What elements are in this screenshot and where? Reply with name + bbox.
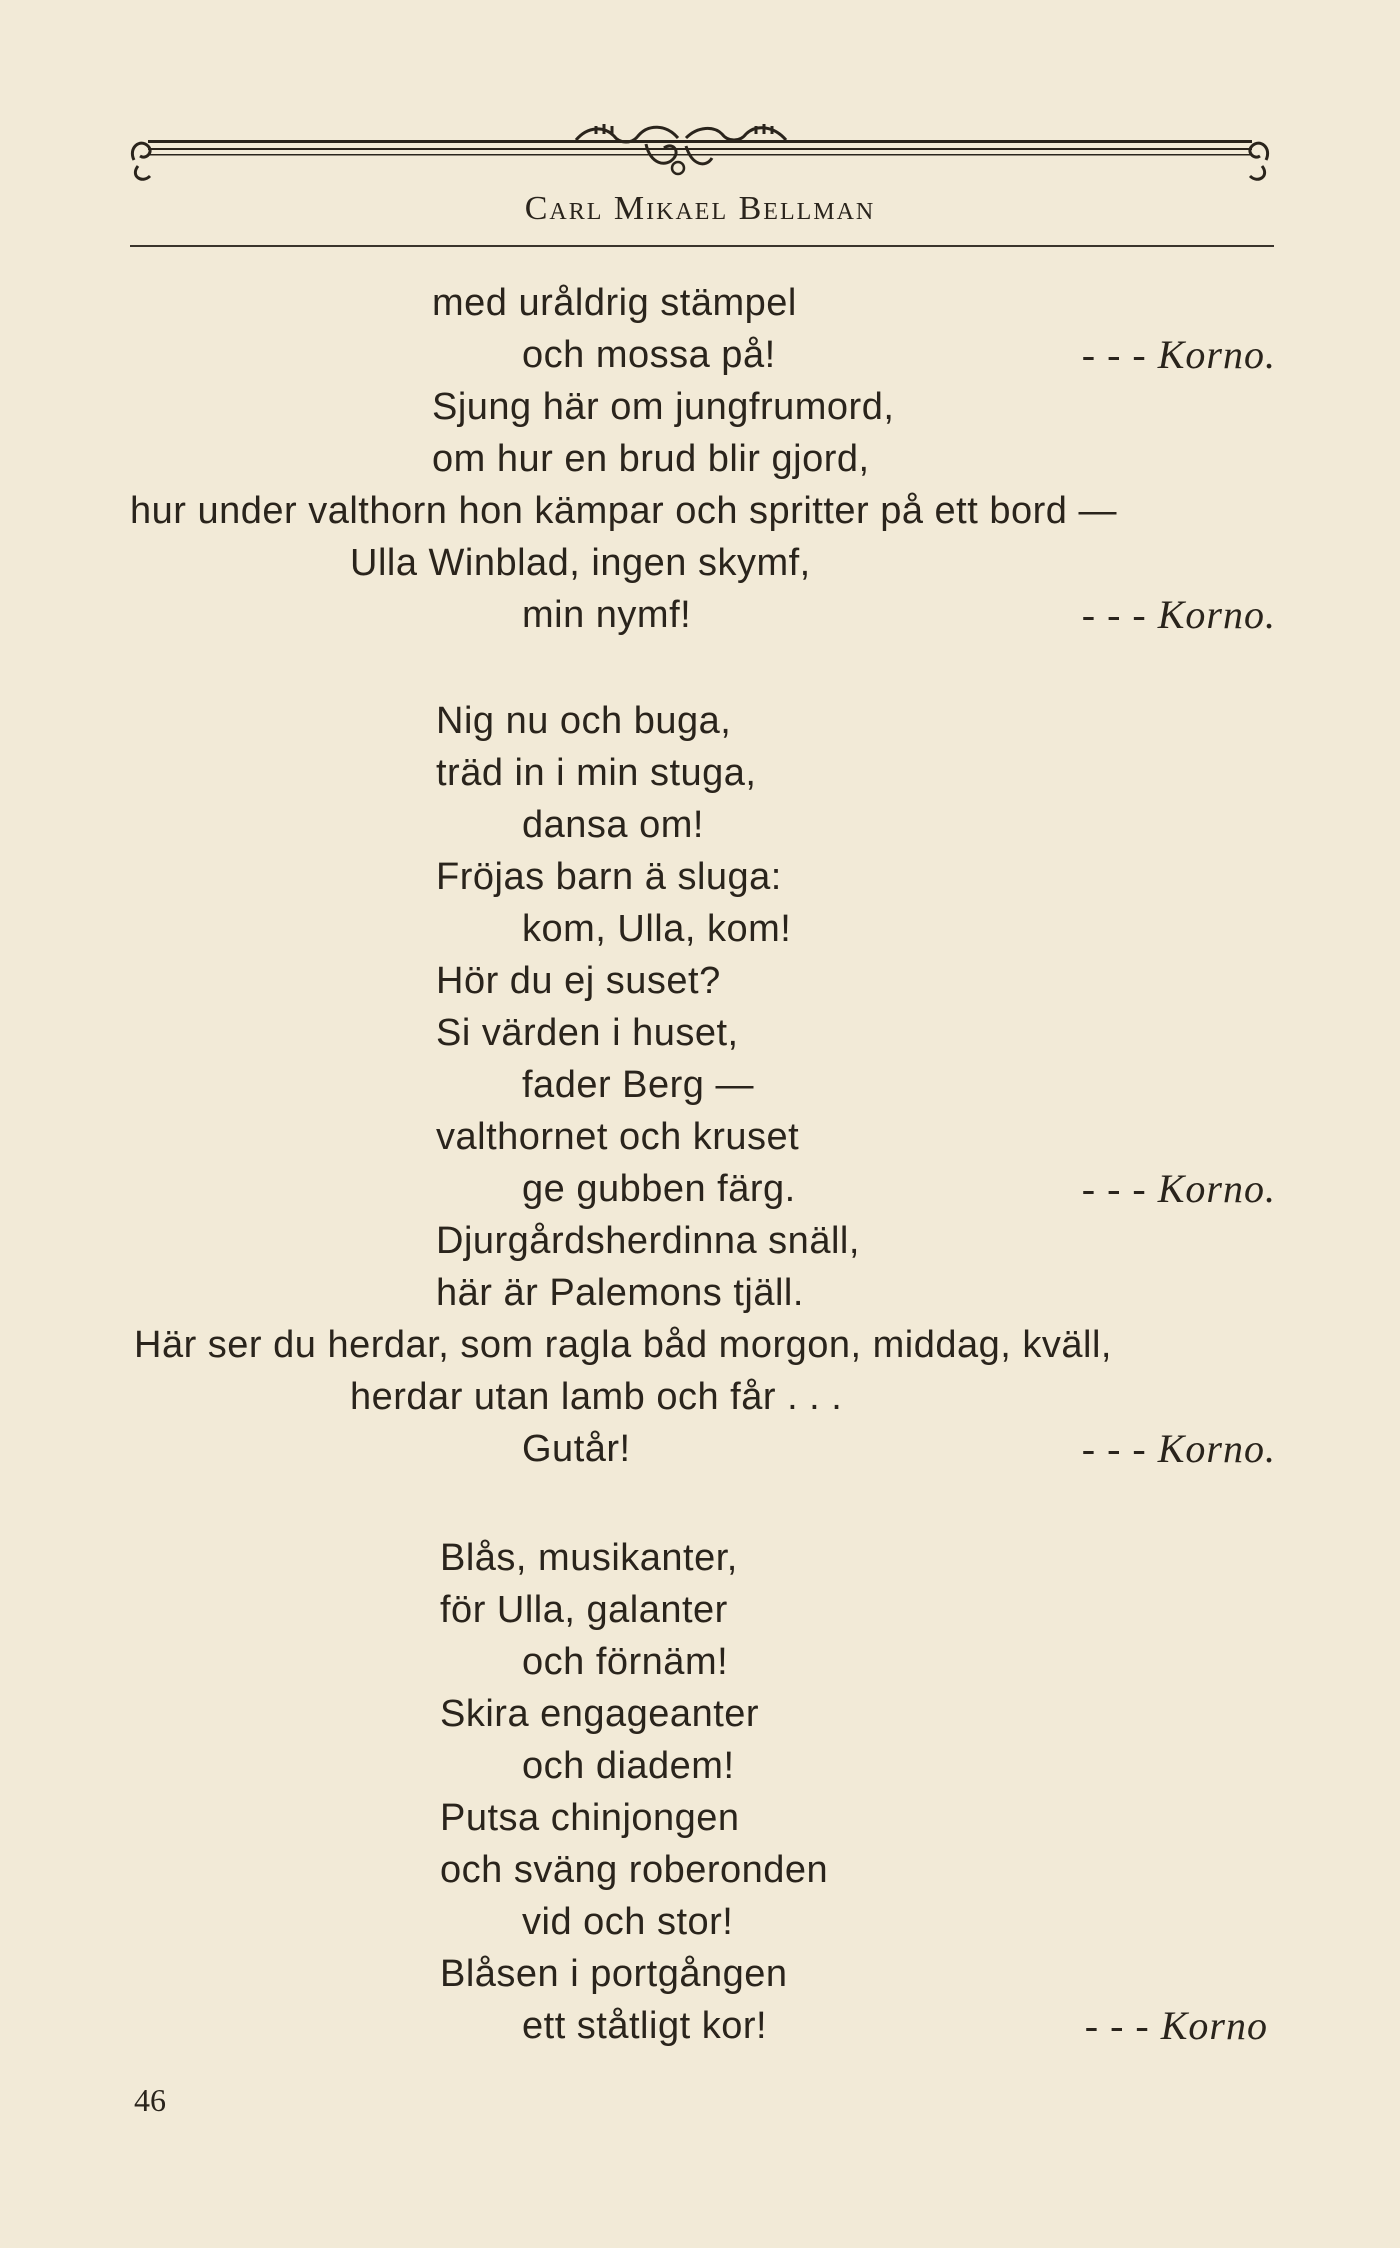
verse-line: Blåsen i portgången [440, 1953, 788, 1995]
stage-cue: - - - Korno. [1081, 332, 1276, 377]
verse-line: Nig nu och buga, [436, 700, 732, 742]
page-number: 46 [134, 2082, 166, 2118]
verse-line: Sjung här om jungfrumord, [432, 386, 895, 428]
verse-line: kom, Ulla, kom! [522, 908, 792, 950]
verse-line: Blås, musikanter, [440, 1537, 738, 1579]
running-head: Carl Mikael Bellman [524, 190, 876, 227]
verse-line: om hur en brud blir gjord, [432, 438, 870, 480]
verse-line: hur under valthorn hon kämpar och spritter på ett bord — [130, 490, 1117, 532]
stage-cue: - - - Korno. [1081, 592, 1276, 637]
verse-line: och diadem! [522, 1745, 735, 1787]
stage-cue: - - - Korno. [1081, 1166, 1276, 1211]
verse-line: Här ser du herdar, som ragla båd morgon, middag, kväll, [134, 1324, 1112, 1366]
verse-line: Putsa chinjongen [440, 1797, 740, 1839]
verse-line: och mossa på! [522, 334, 776, 376]
verse-line: ge gubben färg. [522, 1168, 796, 1210]
verse-line: och sväng roberonden [440, 1849, 829, 1891]
verse-line: Djurgårdsherdinna snäll, [436, 1220, 860, 1262]
header-rule [130, 245, 1274, 247]
stage-cue: - - - Korno. [1081, 1426, 1276, 1471]
verse-line: valthornet och kruset [436, 1116, 800, 1158]
verse-line: träd in i min stuga, [436, 752, 757, 794]
verse-line: Gutår! [522, 1428, 631, 1470]
verse-line: Skira engageanter [440, 1693, 760, 1735]
verse-line: här är Palemons tjäll. [436, 1272, 804, 1314]
verse-line: med uråldrig stämpel [432, 282, 797, 324]
stage-cue: - - - Korno [1084, 2003, 1268, 2048]
verse-line: Fröjas barn ä sluga: [436, 856, 782, 898]
verse-line: herdar utan lamb och får . . . [350, 1376, 843, 1418]
verse-line: Si värden i huset, [436, 1012, 739, 1054]
verse-line: fader Berg — [522, 1064, 754, 1106]
verse-line: ett ståtligt kor! [522, 2005, 768, 2047]
verse-line: Hör du ej suset? [436, 960, 721, 1002]
verse-line: vid och stor! [522, 1901, 734, 1943]
verse-line: och förnäm! [522, 1641, 729, 1683]
verse-line: Ulla Winblad, ingen skymf, [350, 542, 811, 584]
verse-line: min nymf! [522, 594, 692, 636]
verse-line: dansa om! [522, 804, 704, 846]
verse-line: för Ulla, galanter [440, 1589, 728, 1631]
header-ornament [126, 120, 1274, 192]
